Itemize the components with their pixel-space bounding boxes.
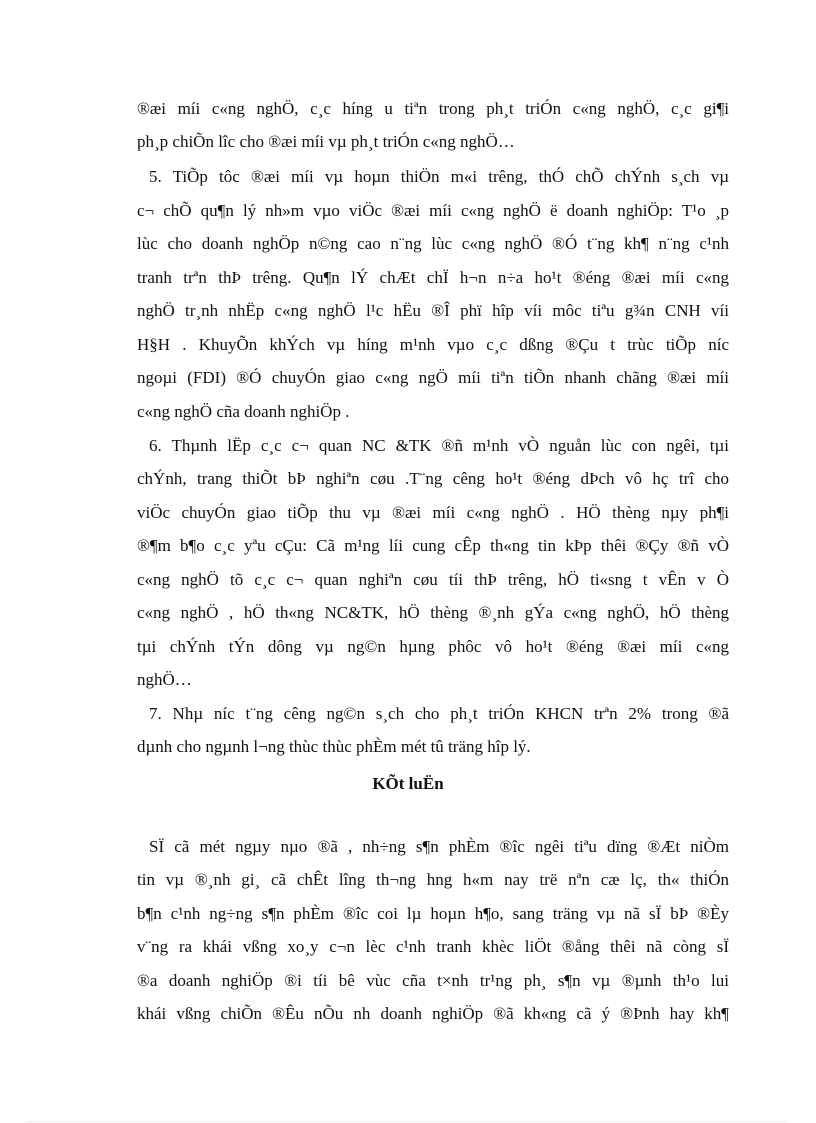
conclusion-line: tin vµ ®¸nh gi¸ cã chÊt lîng th¬ng hng h«m nay trë nªn cæ lç, th« thiÓn — [137, 870, 729, 889]
body-line: 6. Thµnh lËp c¸c c¬ quan NC &TK ®ñ m¹nh vÒ nguån lùc con ngêi, tµi — [149, 436, 729, 455]
body-line: 5. TiÕp tôc ®æi míi vµ hoµn thiÖn m«i trêng, thÓ chÕ chÝnh s¸ch vµ — [149, 167, 729, 186]
body-line: c¬ chÕ qu¶n lý nh»m vµo viÖc ®æi míi c«ng nghÖ ë doanh nghiÖp: T¹o ¸p — [137, 201, 729, 220]
body-line: c«ng nghÖ , hÖ th«ng NC&TK, hÖ thèng ®¸nh gÝa c«ng nghÖ, hÖ thèng — [137, 603, 729, 622]
body-line: c«ng nghÖ cña doanh nghiÖp . — [137, 402, 350, 421]
section-heading: KÕt luËn — [372, 774, 444, 793]
body-line: H§H . KhuyÕn khÝch vµ híng m¹nh vµo c¸c dßng ®Çu t trùc tiÕp níc — [137, 335, 729, 354]
page-bottom-rule — [28, 1121, 788, 1122]
body-line: 7. Nhµ níc t¨ng cêng ng©n s¸ch cho ph¸t triÓn KHCN trªn 2% trong ®ã — [149, 704, 729, 723]
body-line: c«ng nghÖ tõ c¸c c¬ quan nghiªn cøu tíi thÞ trêng, hÖ ti«sng t vÊn v Ò — [137, 570, 729, 589]
body-line: chÝnh, trang thiÕt bÞ nghiªn cøu .T¨ng cêng ho¹t ®éng dÞch vô hç trî cho — [137, 469, 729, 488]
conclusion-line: ®a doanh nghiÖp ®i tíi bê vùc cña t×nh tr¹ng ph¸ s¶n vµ ®µnh th¹o lui — [137, 971, 729, 990]
body-line: ph¸p chiÕn lîc cho ®æi míi vµ ph¸t triÓn c«ng nghÖ… — [137, 132, 515, 151]
conclusion-line: khái vßng chiÕn ®Êu nÕu nh doanh nghiÖp ®ã kh«ng cã ý ®Þnh hay kh¶ — [137, 1004, 729, 1023]
body-line: ®¶m b¶o c¸c yªu cÇu: Cã m¹ng líi cung cÊp th«ng tin kÞp thêi ®Çy ®ñ vÒ — [137, 536, 729, 555]
body-line: ®æi míi c«ng nghÖ, c¸c híng u tiªn trong ph¸t triÓn c«ng nghÖ, c¸c gi¶i — [137, 99, 729, 118]
body-line: nghÖ… — [137, 670, 192, 689]
conclusion-line: SÏ cã mét ngµy nµo ®ã , nh÷ng s¶n phÈm ®îc ngêi tiªu dïng ®Æt niÒm — [149, 837, 729, 856]
body-line: viÖc chuyÓn giao tiÕp thu vµ ®æi míi c«ng nghÖ . HÖ thèng nµy ph¶i — [137, 503, 729, 522]
conclusion-line: v¨ng ra khái vßng xo¸y c¬n lèc c¹nh tranh khèc liÖt ®ång thêi nã còng sÏ — [137, 937, 729, 956]
body-line: nghÖ tr¸nh nhËp c«ng nghÖ l¹c hËu ®Î phï hîp víi môc tiªu g¾n CNH víi — [137, 301, 729, 320]
body-line: lùc cho doanh nghÖp n©ng cao n¨ng lùc c«ng nghÖ ®Ó t¨ng kh¶ n¨ng c¹nh — [137, 234, 729, 253]
conclusion-line: b¶n c¹nh ng÷ng s¶n phÈm ®îc coi lµ hoµn h¶o, sang träng vµ nã sÏ bÞ ®Èy — [137, 904, 729, 923]
body-line: dµnh cho ngµnh l¬ng thùc thùc phÈm mét tû träng hîp lý. — [137, 737, 531, 756]
body-line: ngoµi (FDI) ®Ó chuyÓn giao c«ng ngÖ míi tiªn tiÕn nhanh chãng ®æi míi — [137, 368, 729, 387]
body-line: tranh trªn thÞ trêng. Qu¶n lÝ chÆt chÏ h¬n n÷a ho¹t ®éng ®æi míi c«ng — [137, 268, 729, 287]
body-line: tµi chÝnh tÝn dông vµ ng©n hµng phôc vô ho¹t ®éng ®æi míi c«ng — [137, 637, 729, 656]
